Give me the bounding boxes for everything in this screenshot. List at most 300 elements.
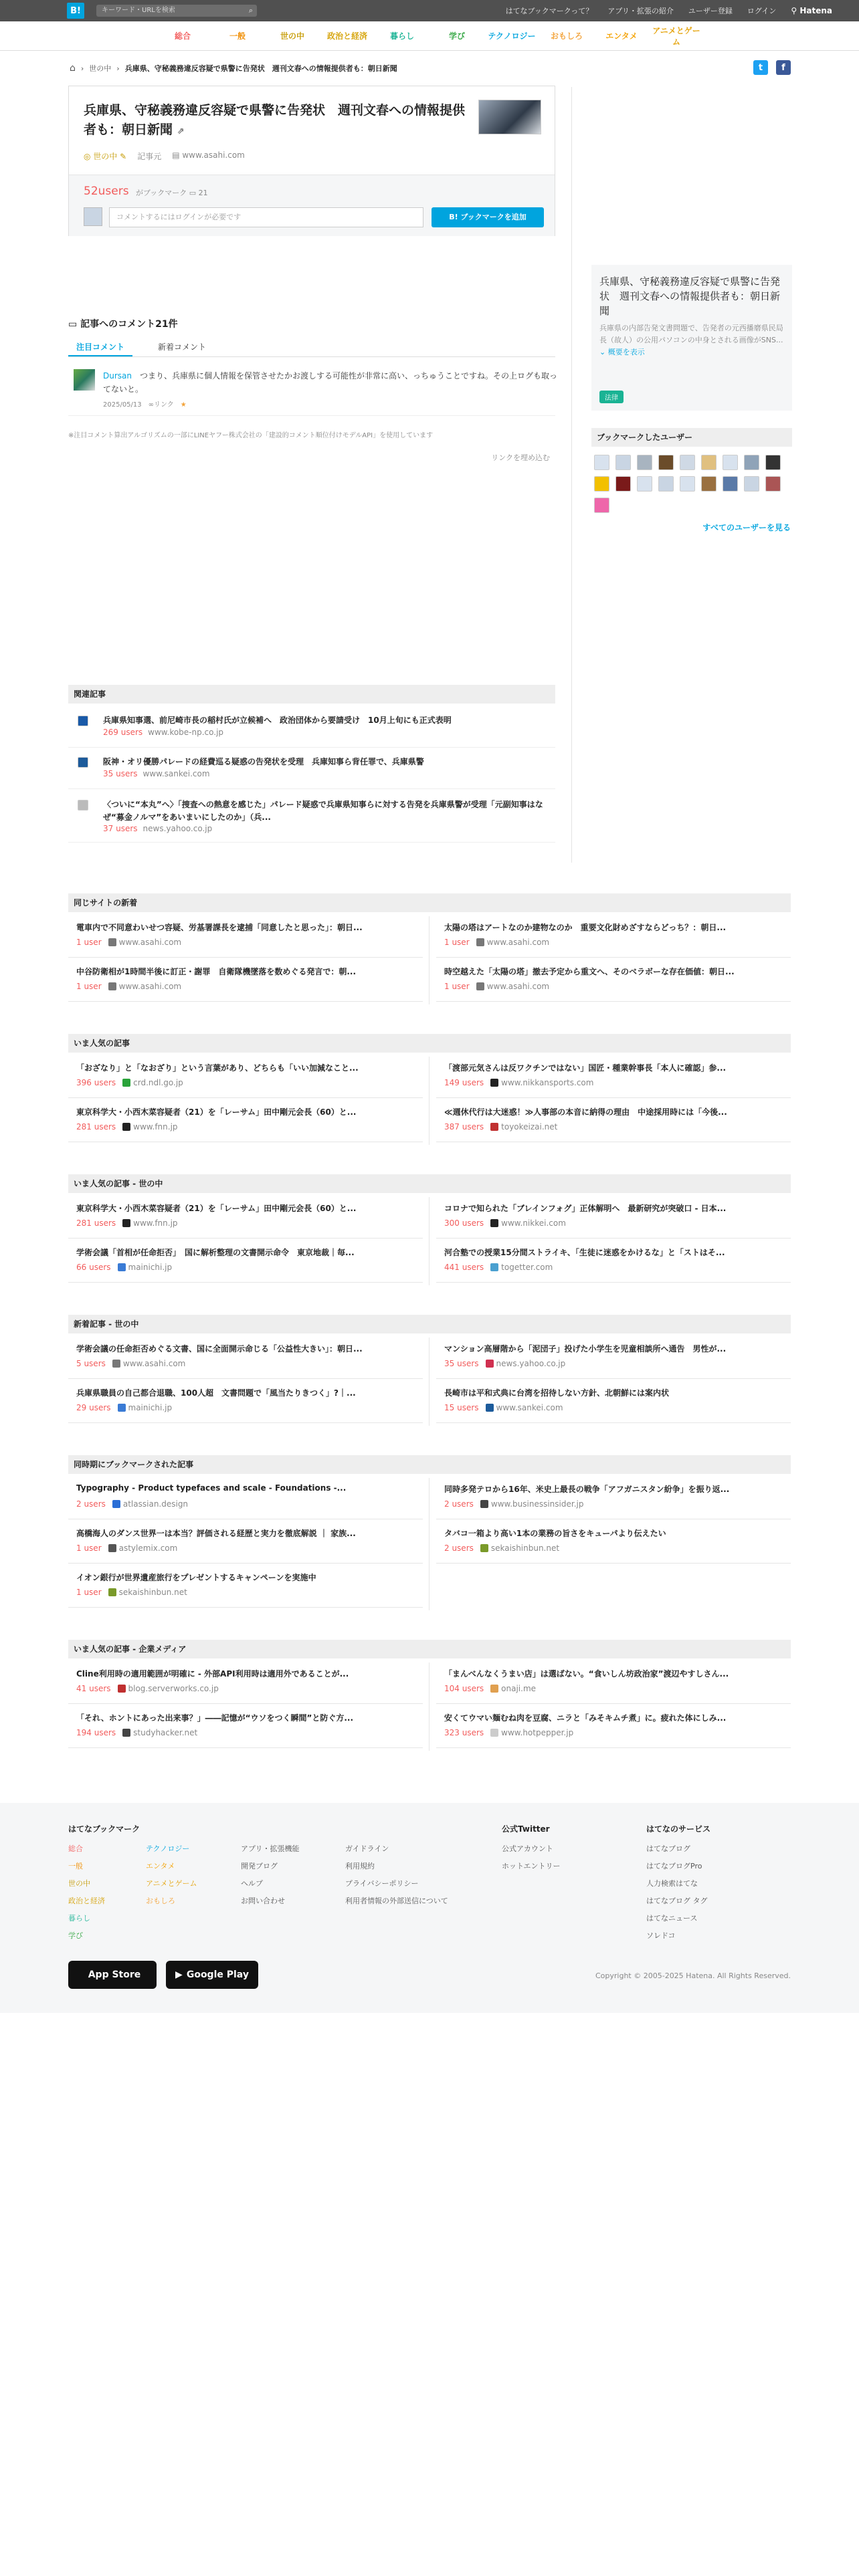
favicon-icon <box>108 1588 116 1596</box>
footer-link[interactable]: ガイドライン <box>345 1844 389 1853</box>
comment-footer: 2025/05/13 ∞リンク ★ <box>103 401 187 409</box>
related-users-count[interactable]: 35 users <box>103 769 138 778</box>
footer-services <box>646 1840 708 1945</box>
article-users[interactable]: 323 users <box>444 1728 484 1737</box>
category-nav <box>0 21 859 51</box>
article-users[interactable]: 1 user <box>444 938 470 947</box>
article-title[interactable]: 長崎市は平和式典に台湾を招待しない方針、北朝鮮には案内状 <box>444 1388 670 1398</box>
favicon-icon <box>112 1500 120 1508</box>
article-users[interactable]: 35 users <box>444 1359 479 1368</box>
favicon-icon <box>112 1360 120 1368</box>
article-meta <box>444 1684 536 1693</box>
footer-title-twitter: 公式Twitter <box>502 1824 550 1834</box>
footer-link[interactable]: はてなニュース <box>646 1914 698 1923</box>
footer-link[interactable]: お問い合わせ <box>241 1897 285 1905</box>
section-header: 同じサイトの新着 <box>68 893 791 912</box>
related-title[interactable]: 兵庫県知事選、前尼崎市長の稲村氏が立候補へ 政治団体から要請受け 10月上旬にも正式表明 <box>103 716 452 725</box>
article-card[interactable] <box>68 916 423 958</box>
article-title[interactable]: 高橋海人のダンス世界一は本当？評価される経歴と実力を徹底解説 ｜ 家族... <box>76 1529 356 1538</box>
entry-box <box>68 86 555 236</box>
article-users[interactable]: 5 users <box>76 1359 106 1368</box>
article-title[interactable]: 東京科学大・小西木菜容疑者（21）を「レーサム」田中剛元会長（60）と... <box>76 1107 357 1117</box>
hatena-logo[interactable]: ⚲ Hatena <box>791 6 832 15</box>
article-card[interactable] <box>68 960 423 1002</box>
favicon-icon <box>122 1219 130 1227</box>
footer-link[interactable]: 総合 <box>68 1844 83 1853</box>
article-card[interactable] <box>436 1197 791 1239</box>
comment-note: ※注目コメント算出アルゴリズムの一部にLINEヤフー株式会社の「建設的コメント順位付けモデルAPI」を使用しています <box>68 432 434 439</box>
favicon-icon <box>490 1263 498 1271</box>
facebook-share-icon[interactable]: f <box>776 60 791 75</box>
article-meta <box>444 1078 593 1087</box>
favicon-icon <box>486 1360 494 1368</box>
users-count[interactable]: 52users <box>84 185 129 198</box>
footer-link[interactable]: ソレドコ <box>646 1931 676 1940</box>
user-avatar[interactable] <box>744 476 759 492</box>
article-title[interactable]: 「おざなり」と「なおざり」という言葉があり、どちらも「いい加減なこと... <box>76 1063 359 1073</box>
favicon-icon <box>480 1544 488 1552</box>
related-users-count[interactable]: 37 users <box>103 824 138 833</box>
footer-link[interactable]: 開発ブログ <box>241 1862 278 1870</box>
user-avatar[interactable] <box>615 476 631 492</box>
article-users[interactable]: 2 users <box>444 1499 474 1509</box>
footer-link[interactable]: ホットエントリー <box>502 1862 561 1870</box>
footer-link[interactable]: テクノロジー <box>146 1844 190 1853</box>
avatar[interactable] <box>74 369 95 391</box>
crumb-category[interactable]: 世の中 <box>89 64 112 73</box>
favicon-icon <box>476 982 484 990</box>
user-avatar[interactable] <box>658 455 674 470</box>
article-users[interactable]: 104 users <box>444 1684 484 1693</box>
article-domain[interactable]: www.asahi.com <box>486 982 550 991</box>
footer-link[interactable]: 人力検索はてな <box>646 1879 698 1888</box>
section-header: いま人気の記事 - 世の中 <box>68 1174 791 1193</box>
article-domain[interactable]: onaji.me <box>501 1684 537 1693</box>
user-avatar[interactable] <box>765 455 781 470</box>
article-title[interactable]: ≪週休代行は大迷惑！≫人事部の本音に納得の理由 中途採用時には「今後... <box>444 1107 727 1117</box>
favicon-icon <box>118 1263 126 1271</box>
favicon-icon <box>78 800 88 811</box>
user-avatar[interactable] <box>723 455 738 470</box>
article-meta <box>444 1359 565 1368</box>
article-meta <box>76 1403 172 1412</box>
article-card[interactable] <box>68 1241 423 1283</box>
article-domain[interactable]: toyokeizai.net <box>501 1122 558 1132</box>
footer-link[interactable]: 暮らし <box>68 1914 90 1923</box>
article-meta <box>444 1122 557 1132</box>
tag-badge[interactable]: 法律 <box>599 391 624 403</box>
article-users[interactable]: 1 user <box>76 1543 102 1553</box>
sidebar-summary <box>591 265 792 411</box>
user-avatar[interactable] <box>615 455 631 470</box>
breadcrumb <box>70 62 397 75</box>
entry-category[interactable]: ◎ 世の中 ✎ <box>84 152 127 161</box>
related-domain[interactable]: www.sankei.com <box>142 769 210 778</box>
article-card[interactable] <box>436 1382 791 1423</box>
article-card[interactable] <box>68 1707 423 1748</box>
related-item[interactable] <box>68 750 555 789</box>
article-users[interactable]: 41 users <box>76 1684 111 1693</box>
footer-link[interactable]: プライバシーポリシー <box>345 1879 419 1888</box>
tab-popular[interactable]: 注目コメント <box>68 338 132 356</box>
article-domain[interactable]: atlassian.design <box>122 1499 189 1509</box>
article-card[interactable] <box>68 1197 423 1239</box>
article-users[interactable]: 66 users <box>76 1263 111 1272</box>
article-meta <box>444 982 549 991</box>
hatena-bookmark-logo[interactable]: B! <box>67 3 84 19</box>
footer-link[interactable]: はてなブログ タグ <box>646 1897 708 1905</box>
footer-links-a <box>241 1840 300 1910</box>
article-users[interactable]: 300 users <box>444 1218 484 1228</box>
article-card[interactable] <box>68 1662 423 1704</box>
comment-user[interactable]: Dursan <box>103 371 132 381</box>
article-meta <box>444 1263 553 1272</box>
footer-link[interactable]: アニメとゲーム <box>146 1879 197 1888</box>
article-domain[interactable]: sekaishinbun.net <box>490 1543 560 1553</box>
article-domain[interactable]: sekaishinbun.net <box>118 1588 187 1597</box>
article-users[interactable]: 387 users <box>444 1122 484 1132</box>
article-domain[interactable]: blog.serverworks.co.jp <box>128 1684 219 1693</box>
article-users[interactable]: 441 users <box>444 1263 484 1272</box>
article-title[interactable]: 時空越えた「太陽の塔」撤去予定から重文へ、そのベラボーな存在価値：朝日... <box>444 967 735 976</box>
article-card[interactable] <box>436 1241 791 1283</box>
article-title[interactable]: 学術会議の任命拒否めぐる文書、国に全面開示命じる「公益性大きい」：朝日... <box>76 1344 363 1354</box>
article-domain[interactable]: crd.ndl.go.jp <box>133 1078 183 1087</box>
user-avatar[interactable] <box>701 455 717 470</box>
favicon-icon <box>122 1079 130 1087</box>
article-domain[interactable]: news.yahoo.co.jp <box>496 1359 566 1368</box>
users-sub <box>136 187 208 198</box>
footer-link[interactable]: はてなブログ <box>646 1844 690 1853</box>
external-link-icon[interactable]: ⇗ <box>177 126 185 136</box>
article-users[interactable]: 149 users <box>444 1078 484 1087</box>
home-icon[interactable]: ⌂ <box>70 63 76 74</box>
comment-date[interactable]: 2025/05/13 <box>103 401 142 409</box>
article-meta <box>76 1122 178 1132</box>
footer-link[interactable]: はてなブログPro <box>646 1862 702 1870</box>
article-domain[interactable]: www.businessinsider.jp <box>490 1499 584 1509</box>
comment-tabs <box>68 338 555 357</box>
category-tab[interactable]: アニメとゲーム <box>652 25 700 47</box>
article-domain[interactable]: www.asahi.com <box>118 982 182 991</box>
article-domain[interactable]: astylemix.com <box>118 1543 178 1553</box>
embed-link[interactable]: リンクを埋め込む <box>491 453 550 462</box>
article-domain[interactable]: www.hotpepper.jp <box>501 1728 574 1737</box>
comments-header <box>68 317 178 330</box>
favicon-icon <box>108 938 116 946</box>
article-domain[interactable]: www.nikkei.com <box>501 1218 566 1228</box>
favicon-icon <box>490 1219 498 1227</box>
search-placeholder: キーワード・URLを検索 <box>102 7 175 14</box>
comment-link[interactable]: リンク <box>153 401 174 409</box>
related-title[interactable]: 阪神・オリ優勝パレードの経費巡る疑惑の告発状を受理 兵庫知事ら背任罪で、兵庫県警 <box>103 757 424 766</box>
article-title[interactable]: 「まんべんなくうまい店」は選ばない。“食いしん坊政治家”渡辺やすしさん... <box>444 1669 729 1679</box>
article-meta <box>76 982 181 991</box>
article-users[interactable]: 2 users <box>76 1499 106 1509</box>
article-title[interactable]: 河合塾での授業15分間ストライキ、「生徒に迷惑をかけるな」と「ストはそ... <box>444 1248 725 1257</box>
favicon-icon <box>78 757 88 768</box>
nav-apps[interactable]: アプリ・拡張の紹介 <box>607 7 674 15</box>
hatena-logo-text: Hatena <box>799 6 832 15</box>
footer-link[interactable]: 利用規約 <box>345 1862 375 1870</box>
footer-twitter-links <box>502 1840 561 1875</box>
article-users[interactable]: 281 users <box>76 1218 116 1228</box>
user-avatar[interactable] <box>765 476 781 492</box>
article-users[interactable]: 29 users <box>76 1403 111 1412</box>
article-title[interactable]: 太陽の塔はアートなのか建物なのか 重要文化財めざすならどっち？：朝日... <box>444 923 727 932</box>
user-avatar[interactable] <box>723 476 738 492</box>
user-avatar[interactable] <box>594 476 609 492</box>
article-card[interactable] <box>436 960 791 1002</box>
article-meta <box>76 938 181 947</box>
entry-category-label: 世の中 <box>93 152 118 161</box>
search-icon[interactable]: ⌕ <box>248 6 253 15</box>
app-store-button[interactable] <box>68 1961 157 1989</box>
related-users <box>103 728 223 737</box>
tab-new[interactable]: 新着コメント <box>158 342 207 352</box>
article-users[interactable]: 15 users <box>444 1403 479 1412</box>
article-domain[interactable]: studyhacker.net <box>133 1728 198 1737</box>
favicon-icon <box>118 1404 126 1412</box>
all-users-link[interactable]: すべてのユーザーを見る <box>702 523 791 532</box>
avatar <box>84 207 102 226</box>
column-divider <box>429 1478 430 1610</box>
comment-input[interactable]: コメントするにはログインが必要です <box>109 207 423 227</box>
article-users[interactable]: 194 users <box>76 1728 116 1737</box>
nav-login[interactable]: ログイン <box>747 7 777 15</box>
article-card[interactable] <box>68 1522 423 1564</box>
more-link[interactable]: ⌄ 概要を表示 <box>599 348 645 356</box>
related-users <box>103 824 212 833</box>
article-meta <box>444 1499 583 1509</box>
article-title[interactable]: 「それ、ホントにあった出来事？」――記憶が“ウソをつく瞬間”と防ぐ方... <box>76 1713 354 1723</box>
article-card[interactable] <box>436 1101 791 1142</box>
column-divider <box>429 1197 430 1285</box>
article-card[interactable] <box>436 1662 791 1704</box>
article-title[interactable]: 安くてウマい麺むね肉を豆腐、ニラと「みそキムチ煮」に。疲れた体にしみ... <box>444 1713 727 1723</box>
article-title[interactable]: 「渡部元気さんは反ワクチンではない」国匠・種業幹事長「本人に確認」参... <box>444 1063 727 1073</box>
article-title[interactable]: コロナで知られた「ブレインフォグ」正体解明へ 最新研究が突破口 - 日本... <box>444 1204 727 1213</box>
comments-count: 21 <box>198 189 208 197</box>
article-meta <box>76 1684 219 1693</box>
section-header: いま人気の記事 <box>68 1034 791 1053</box>
user-avatar[interactable] <box>637 476 652 492</box>
category-tab[interactable]: 総合 <box>174 31 191 41</box>
favicon-icon <box>108 1544 116 1552</box>
favicon-icon <box>490 1123 498 1131</box>
play-icon: ▶ <box>175 1969 183 1980</box>
related-header: 関連記事 <box>68 685 555 704</box>
comments-header-text: 記事へのコメント21件 <box>80 319 178 330</box>
column-divider <box>429 1337 430 1426</box>
footer-link[interactable]: 公式アカウント <box>502 1844 553 1853</box>
article-card[interactable] <box>436 1522 791 1564</box>
article-meta <box>76 1263 172 1272</box>
sidebar-desc-text: 兵庫県の内部告発文書問題で、告発者の元西播磨県民局長（故人）の公用パソコンの中身とされる画像がSNS... <box>599 324 783 344</box>
footer-link[interactable]: おもしろ <box>146 1897 175 1905</box>
comment-text <box>103 369 558 396</box>
article-card[interactable] <box>436 1707 791 1748</box>
footer-link[interactable]: 学び <box>68 1931 83 1940</box>
category-tab[interactable]: 学び <box>448 31 465 41</box>
google-play-button[interactable] <box>166 1961 258 1989</box>
footer-categories-a <box>68 1840 105 1945</box>
related-users-count[interactable]: 269 users <box>103 728 143 737</box>
user-avatar[interactable] <box>637 455 652 470</box>
article-domain[interactable]: www.sankei.com <box>496 1403 563 1412</box>
article-meta <box>76 1499 188 1509</box>
crumb-sep-icon: › <box>116 64 120 73</box>
article-card[interactable] <box>68 1478 423 1519</box>
article-title[interactable]: 電車内で不同意わいせつ容疑、労基署課長を逮捕「同意したと思った」：朝日... <box>76 923 363 932</box>
category-tab[interactable]: 世の中 <box>280 31 304 41</box>
footer-link[interactable]: ヘルプ <box>241 1879 263 1888</box>
section-header: いま人気の記事 - 企業メディア <box>68 1640 791 1658</box>
category-tab[interactable]: 暮らし <box>389 31 414 41</box>
article-title[interactable]: 兵庫県職員の自己都合退職、100人超 文書問題で「風当たりきつく」?｜... <box>76 1388 356 1398</box>
article-title[interactable]: 東京科学大・小西木菜容疑者（21）を「レーサム」田中剛元会長（60）と... <box>76 1204 357 1213</box>
footer-link[interactable]: 一般 <box>68 1862 83 1870</box>
article-card[interactable] <box>436 1478 791 1519</box>
twitter-share-icon[interactable]: t <box>753 60 768 75</box>
bookmark-panel <box>69 175 555 236</box>
user-avatar[interactable] <box>658 476 674 492</box>
article-card[interactable] <box>68 1101 423 1142</box>
favicon-icon <box>480 1500 488 1508</box>
related-item[interactable] <box>68 709 555 748</box>
article-domain[interactable]: www.asahi.com <box>118 938 182 947</box>
article-domain[interactable]: mainichi.jp <box>128 1263 173 1272</box>
article-users[interactable]: 1 user <box>76 982 102 991</box>
article-card[interactable] <box>68 1566 423 1608</box>
crumb-title: 兵庫県、守秘義務違反容疑で県警に告発状 週刊文春への情報提供者も：朝日新聞 <box>124 64 397 73</box>
comment-body: つまり、兵庫県に個人情報を保管させたかお渡しする可能性が非常に高い、っちゅうことですね。その上ログも取ってないと。 <box>103 371 558 394</box>
related-title[interactable]: 〈ついに“本丸”へ〉「捜査への熱意を感じた」パレード疑惑で兵庫県知事らに対する告発を兵庫県警が受理「元副知事はなぜ“募金ノルマ”をあいまいにしたのか」（兵... <box>103 800 543 822</box>
user-avatar[interactable] <box>594 455 609 470</box>
favicon-icon <box>490 1079 498 1087</box>
article-title[interactable]: Cline利用時の適用範囲が明確に - 外部API利用時は適用外であることが... <box>76 1669 349 1679</box>
related-domain[interactable]: news.yahoo.co.jp <box>142 824 213 833</box>
category-tab[interactable]: エンタメ <box>605 31 638 41</box>
favicon-icon <box>108 982 116 990</box>
footer-links-b <box>345 1840 448 1910</box>
sidebar-desc <box>599 322 787 358</box>
column-divider <box>571 87 572 863</box>
article-meta <box>444 1218 566 1228</box>
more-link-text: 概要を表示 <box>607 348 645 356</box>
article-users[interactable]: 1 user <box>76 1588 102 1597</box>
favicon-icon <box>122 1123 130 1131</box>
nav-register[interactable]: ユーザー登録 <box>688 7 733 15</box>
top-bar <box>0 0 859 21</box>
entry-domain-text: www.asahi.com <box>182 150 245 160</box>
user-avatar[interactable] <box>680 455 695 470</box>
article-domain[interactable]: www.nikkansports.com <box>501 1078 594 1087</box>
article-meta <box>444 1728 573 1737</box>
column-divider <box>429 1057 430 1145</box>
article-title[interactable]: イオン銀行が世界遺産旅行をプレゼントするキャンペーンを実施中 <box>76 1573 316 1582</box>
entry-thumbnail[interactable] <box>478 100 541 134</box>
article-title[interactable]: 中谷防衛相が1時間半後に訂正・謝罪 自衛隊機墜落を数めぐる発言で：朝... <box>76 967 357 976</box>
add-bookmark-button[interactable]: B! ブックマークを追加 <box>432 207 544 227</box>
favicon-icon <box>122 1729 130 1737</box>
article-meta <box>444 938 549 947</box>
favicon-icon <box>486 1404 494 1412</box>
article-users[interactable]: 1 user <box>76 938 102 947</box>
article-card[interactable] <box>436 916 791 958</box>
sidebar-title[interactable]: 兵庫県、守秘義務違反容疑で県警に告発状 週刊文春への情報提供者も：朝日新聞 <box>599 276 781 317</box>
footer-link[interactable]: 利用者情報の外部送信について <box>345 1897 448 1905</box>
entry-domain[interactable]: ▤ www.asahi.com <box>172 150 245 160</box>
entry-title[interactable] <box>84 101 472 141</box>
article-domain[interactable]: www.asahi.com <box>122 1359 186 1368</box>
footer-link[interactable]: 政治と経済 <box>68 1897 105 1905</box>
user-avatar[interactable] <box>701 476 717 492</box>
article-card[interactable] <box>436 1337 791 1379</box>
comment-item <box>68 365 558 416</box>
favicon-icon <box>490 1685 498 1693</box>
article-title[interactable]: タバコ一箱より高い1本の業務の旨さをキューパより伝えたい <box>444 1529 666 1538</box>
favicon-icon <box>78 716 88 726</box>
entry-meta <box>84 150 245 162</box>
article-domain[interactable]: www.asahi.com <box>486 938 550 947</box>
sidebar-users-header: ブックマークしたユーザー <box>591 428 792 447</box>
category-tab[interactable]: テクノロジー <box>488 31 536 41</box>
article-meta <box>444 1543 559 1553</box>
article-meta <box>444 1403 563 1412</box>
article-title[interactable]: マンション高層階から「泥団子」投げた小学生を児童相談所へ通告 男性が... <box>444 1344 727 1354</box>
article-card[interactable] <box>68 1382 423 1423</box>
article-card[interactable] <box>68 1057 423 1098</box>
article-users[interactable]: 2 users <box>444 1543 474 1553</box>
footer-link[interactable]: アプリ・拡張機能 <box>241 1844 300 1853</box>
article-domain[interactable]: togetter.com <box>501 1263 553 1272</box>
footer-link[interactable]: エンタメ <box>146 1862 175 1870</box>
article-domain[interactable]: mainichi.jp <box>128 1403 173 1412</box>
article-title[interactable]: 同時多発テロから16年、米史上最長の戦争「アフガニスタン紛争」を振り返... <box>444 1485 730 1494</box>
star-icon[interactable]: ★ <box>180 401 187 409</box>
article-card[interactable] <box>436 1057 791 1098</box>
article-title[interactable]: 学術会議「首相が任命拒否」 国に解析整理の文書開示命令 東京地裁｜毎... <box>76 1248 355 1257</box>
article-domain[interactable]: www.fnn.jp <box>133 1218 178 1228</box>
nav-about[interactable]: はてなブックマークって？ <box>505 7 593 15</box>
related-item[interactable] <box>68 793 555 843</box>
related-domain[interactable]: www.kobe-np.co.jp <box>148 728 224 737</box>
crumb-sep-icon: › <box>80 64 84 73</box>
footer-link[interactable]: 世の中 <box>68 1879 90 1888</box>
user-avatar[interactable] <box>744 455 759 470</box>
copyright: Copyright © 2005-2025 Hatena. All Rights Reserved. <box>595 1971 791 1980</box>
bookmarks-label: がブックマーク <box>136 189 187 197</box>
article-card[interactable] <box>68 1337 423 1379</box>
article-users[interactable]: 281 users <box>76 1122 116 1132</box>
user-avatar[interactable] <box>680 476 695 492</box>
user-avatar[interactable] <box>594 498 609 513</box>
entry-source-label: 記事元 <box>137 152 162 161</box>
section-header: 新着記事 - 世の中 <box>68 1315 791 1333</box>
column-divider <box>429 916 430 1004</box>
article-domain[interactable]: www.fnn.jp <box>133 1122 178 1132</box>
search-input[interactable] <box>96 5 257 17</box>
article-users[interactable]: 396 users <box>76 1078 116 1087</box>
related-users <box>103 769 210 778</box>
section-header: 同時期にブックマークされた記事 <box>68 1455 791 1474</box>
category-tab[interactable]: 政治と経済 <box>326 31 367 41</box>
article-title[interactable]: Typography - Product typefaces and scale - Foundations -... <box>76 1483 347 1493</box>
category-tab[interactable]: おもしろ <box>550 31 583 41</box>
category-tab[interactable]: 一般 <box>229 31 246 41</box>
article-users[interactable]: 1 user <box>444 982 470 991</box>
